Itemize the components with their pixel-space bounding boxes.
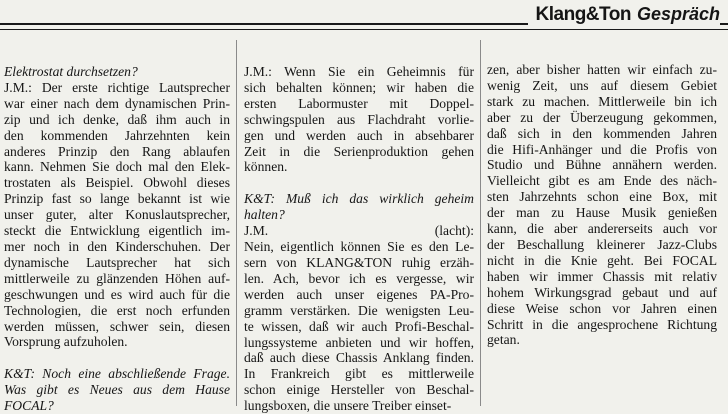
text-line: dynamische Lautsprecher hat sich	[4, 254, 230, 270]
text-line: wenig Zeit, uns auf diesem Gebiet	[487, 77, 717, 93]
text-line: war einer nach dem dynamischen Prin-	[4, 95, 230, 111]
text-line: nicht in die Knie geht. Bei FOCAL	[487, 252, 717, 268]
text-line: len. Ach, bevor ich es vergesse, wir	[244, 270, 474, 286]
text-line: diese Weise schon vor Jahren einen	[487, 300, 717, 316]
text-line: hohem Wirkungsgrad gebaut und auf	[487, 284, 717, 300]
text-line: Vielleicht gibt es am Ende des näch-	[487, 173, 717, 189]
text-line: kann. Nehmen Sie doch mal den Elek-	[4, 159, 230, 175]
answer-block	[244, 64, 474, 175]
text-line: der man zu Hause Musik genießen	[487, 205, 717, 221]
text-line: te wissen, daß wir auch Profi-Beschal-	[244, 318, 474, 334]
text-line: ersten Labormuster mit Doppel-	[244, 95, 474, 111]
text-line: Prinzip fast so lange bekannt ist wie	[4, 191, 230, 207]
text-line: Was gibt es Neues aus dem Hause	[4, 382, 230, 398]
column-rule-1	[236, 40, 237, 406]
text-line: Schritt in die angesprochene Richtung	[487, 316, 717, 332]
text-line: können.	[244, 159, 288, 175]
text-line: gen und werden auch in absehbarer	[244, 127, 474, 143]
text-line: geschwungen und es wird auch für die	[4, 286, 230, 302]
text-line: J.M.: Der erste richtige Lautsprecher	[4, 79, 230, 95]
text-line: kann, die aber andererseits auch vor	[487, 221, 717, 237]
header-rule-thin	[0, 29, 728, 30]
text-line: sten Jahrzehnts schon eine Box, mit	[487, 189, 717, 205]
text-line: gramm verstärken. Die wenigsten Leu-	[244, 302, 474, 318]
text-line: Studio und Bühne annähern werden.	[487, 157, 717, 173]
text-line: Vorsprung aufzuholen.	[4, 334, 128, 350]
text-line: In Frankreich gibt es mittlerweile	[244, 366, 474, 382]
text-line: zip und ich denke, daß ihm auch in	[4, 111, 230, 127]
text-line: lungssysteme anbieten und wir hoffen,	[244, 334, 474, 350]
text-line: J.M. (lacht):	[244, 223, 474, 239]
text-line: FOCAL?	[4, 398, 54, 414]
text-line: K&T: Noch eine abschließende Frage.	[4, 366, 230, 382]
text-line: mittlerweile zu glänzenden Höhen auf-	[4, 270, 230, 286]
text-line: getan.	[487, 332, 520, 348]
answer-block	[4, 80, 230, 350]
text-line: den kommenden Jahrzehnten kein	[4, 127, 230, 143]
text-line: daß auch diese Chassis Anklang finden.	[244, 350, 474, 366]
text-line: schwingspulen aus Flachdraht vorlie-	[244, 111, 474, 127]
text-line: anderes Prinzip den Rang ablaufen	[4, 143, 230, 159]
answer-block	[487, 62, 717, 348]
text-line: unser guter, alter Konuslautsprecher,	[4, 207, 230, 223]
text-line: aber zu der Überzeugung gekommen,	[487, 109, 717, 125]
text-line: K&T: Muß ich das wirklich geheim	[244, 191, 474, 207]
column-rule-2	[480, 40, 481, 406]
magazine-header	[528, 4, 720, 26]
text-line: stark zu machen. Mittlerweile bin ich	[487, 93, 717, 109]
text-line: Zeit in die Serienproduktion gehen	[244, 143, 474, 159]
text-line: haben wir immer Chassis mit relativ	[487, 268, 717, 284]
text-line: schon einige Hersteller von Beschal-	[244, 382, 474, 398]
text-line: Technologien, die erst noch erfunden	[4, 302, 230, 318]
text-line: zen, aber bisher hatten wir einfach zu-	[487, 62, 717, 77]
answer-block	[244, 223, 474, 414]
text-line: steckt die Entwicklung eigentlich im-	[4, 223, 230, 239]
text-line: trostaten als Beispiel. Obwohl dieses	[4, 175, 230, 191]
text-line: sern von KLANG&TON ruhig erzäh-	[244, 254, 474, 270]
text-line: J.M.: Wenn Sie ein Geheimnis für	[244, 64, 474, 79]
paragraph-gap	[244, 175, 474, 191]
text-line: mer noch in den Kinderschuhen. Der	[4, 238, 230, 254]
article-column-3	[487, 62, 717, 348]
text-line: werden müssen, schwer sein, diesen	[4, 318, 230, 334]
brand-logo: Klang&Ton	[535, 4, 631, 25]
section-title: Gespräch	[636, 4, 720, 24]
article-column-1	[4, 64, 230, 414]
text-line: halten?	[244, 207, 285, 223]
text-line: lungsboxen, die unsere Treiber einset-	[244, 398, 452, 414]
text-line: Elektrostat durchsetzen?	[4, 64, 138, 79]
paragraph-gap	[4, 350, 230, 366]
text-line: Nein, eigentlich können Sie es den Le-	[244, 239, 474, 255]
text-line: sich behalten können; wir haben die	[244, 79, 474, 95]
article-column-2	[244, 64, 474, 414]
text-line: der Beschallung kleinerer Jazz-Clubs	[487, 236, 717, 252]
question-block	[4, 366, 230, 414]
question-block	[244, 191, 474, 223]
text-line: die Hifi-Anhänger und die Profis von	[487, 141, 717, 157]
text-line: werden auch unser eigenes PA-Pro-	[244, 286, 474, 302]
text-line: daß sich in den kommenden Jahren	[487, 125, 717, 141]
question-block	[4, 64, 230, 80]
